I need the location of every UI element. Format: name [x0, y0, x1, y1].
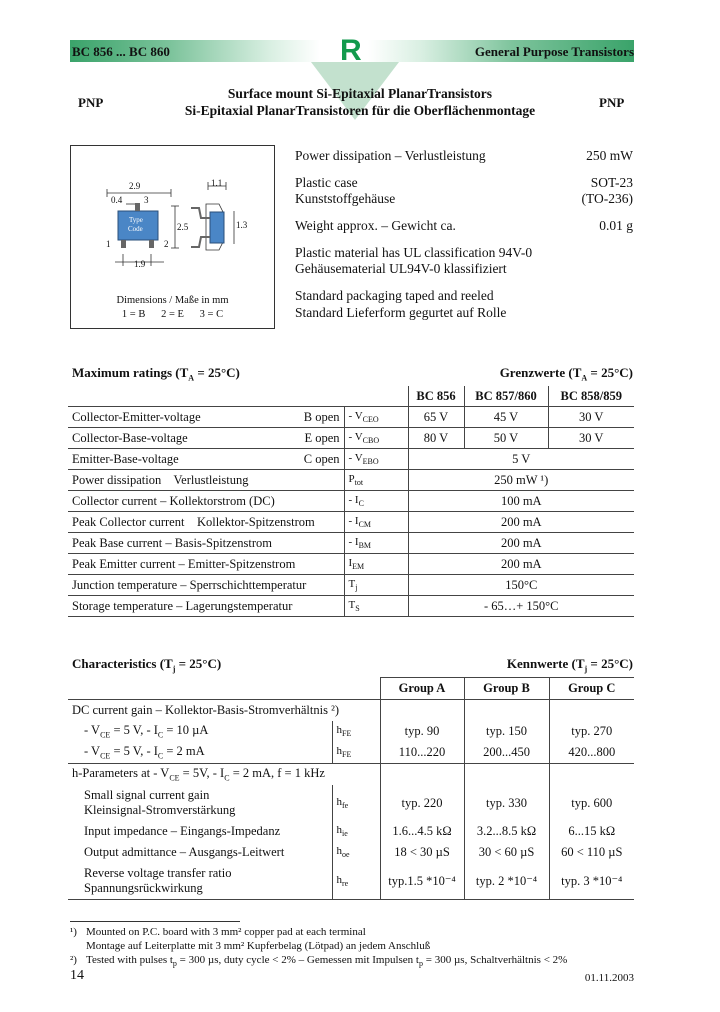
kennwerte-title: Kennwerte $(T_j = 25^\circ C)$ — [506, 656, 633, 674]
table-row: Collector-Base-voltage E open - $V_{CBO}$ 80 V 50 V 30 V — [68, 428, 634, 449]
spec-case-value2: (TO-236) — [581, 191, 633, 206]
spec-ul — [295, 245, 633, 261]
table-row: Small signal current gain Kleinsignal-Stromverstärkung $h_{fe}$ typ. 220 typ. 330 typ. 600 — [68, 785, 634, 821]
spec-ul-label-de: Gehäusematerial UL94V-0 klassifiziert — [295, 261, 507, 276]
table-row: Peak Collector current Kollektor-Spitzenstrom - $I_{CM}$ 200 mA — [68, 512, 634, 533]
footnote-separator — [70, 921, 240, 922]
package-drawing-box — [70, 145, 275, 329]
dim-1-1: 1.1 — [211, 178, 223, 188]
spec-ul-de — [295, 261, 633, 277]
table-row: Output admittance – Ausgangs-Leitwert $h_{oe}$ 18 < 30 µS 30 < 60 µS 60 < 110 µS — [68, 842, 634, 863]
col-group-c: Group C — [549, 678, 634, 700]
spec-case-label-de: Kunststoffgehäuse — [295, 191, 396, 206]
spec-power-label: Power dissipation – Verlustleistung — [295, 148, 486, 163]
spec-packaging — [295, 288, 633, 304]
dim-2-9: 2.9 — [129, 181, 141, 191]
table-row: Peak Emitter current – Emitter-Spitzenstrom $I_{EM}$ 200 mA — [68, 554, 634, 575]
max-ratings-title: Maximum ratings $(T_A = 25^\circ C)$ — [72, 365, 240, 383]
polarity-left: PNP — [78, 95, 104, 110]
max-ratings-header — [68, 386, 634, 407]
table-row: h-Parameters at - $V_{CE} = 5V$, - $I_C = 2$ mA, f = 1 kHz — [68, 764, 634, 786]
pin-1-label: 1 — [106, 239, 111, 249]
spec-case-value: SOT-23 — [590, 175, 633, 190]
dim-0-4: 0.4 — [111, 195, 123, 205]
part-range-title: BC 856 ... BC 860 — [72, 44, 170, 59]
spec-power-value: 250 mW — [586, 148, 633, 163]
col-group-a: Group A — [380, 678, 464, 700]
spec-packaging-label: Standard packaging taped and reeled — [295, 288, 494, 303]
page-number: 14 — [70, 968, 84, 983]
table-row: Collector-Emitter-voltage B open - $V_{CEO}$ 65 V 45 V 30 V — [68, 407, 634, 428]
col-bc857-860: BC 857/860 — [464, 386, 548, 407]
max-ratings-table — [68, 386, 634, 617]
subtitle-de: Si-Epitaxial PlanarTransistoren für die Oberflächenmontage — [184, 103, 536, 118]
grenzwerte-title: Grenzwerte $(T_A = 25^\circ C)$ — [499, 365, 633, 383]
table-row: Junction temperature – Sperrschichttemperatur $T_j$ 150°C — [68, 575, 634, 596]
spec-weight — [295, 218, 633, 234]
col-bc858-859: BC 858/859 — [548, 386, 634, 407]
table-row: Input impedance – Eingangs-Impedanz $h_{ie}$ 1.6...4.5 kΩ 3.2...8.5 kΩ 6...15 kΩ — [68, 821, 634, 842]
polarity-right: PNP — [599, 95, 625, 110]
table-row: Storage temperature – Lagerungstemperatur $T_S$ - 65…+ 150°C — [68, 596, 634, 617]
dim-2-5: 2.5 — [177, 222, 189, 232]
footnote-2-mark: ²) — [70, 954, 77, 966]
spec-case-label: Plastic case — [295, 175, 358, 190]
type-code-line2: Code — [128, 225, 143, 233]
spec-packaging-de — [295, 305, 633, 321]
brand-logo: R — [340, 34, 362, 67]
dim-1-9: 1.9 — [134, 259, 146, 269]
pinout-caption: 1 = B 2 = E 3 = C — [121, 309, 224, 320]
spec-ul-label: Plastic material has UL classification 94V-0 — [295, 245, 533, 260]
subtitle-en: Surface mount Si-Epitaxial PlanarTransistors — [227, 86, 493, 101]
category-title: General Purpose Transistors — [474, 44, 634, 59]
dim-1-3: 1.3 — [236, 220, 248, 230]
spec-weight-value: 0.01 g — [599, 218, 633, 233]
footnote-1-en: Mounted on P.C. board with 3 mm² copper pad at each terminal — [86, 926, 366, 938]
table-row: Reverse voltage transfer ratio Spannungsrückwirkung $h_{re}$ typ.1.5 *10⁻⁴ typ. 2 *10⁻⁴ typ. 3 *10⁻⁴ — [68, 863, 634, 900]
spec-power — [295, 148, 633, 164]
type-code-line1: Type — [129, 216, 143, 224]
footnote-1-de: Montage auf Leiterplatte mit 3 mm² Kupferbelag (Lötpad) an jedem Anschluß — [86, 940, 431, 952]
spec-case — [295, 175, 633, 191]
pin-3-label: 3 — [144, 195, 149, 205]
table-row: DC current gain – Kollektor-Basis-Stromverhältnis ²) — [68, 700, 634, 722]
table-row: - $V_{CE} = 5$ V, - $I_C = 2$ mA $h_{FE}$ 110...220 200...450 420...800 — [68, 742, 634, 764]
footer-date: 01.11.2003 — [584, 972, 634, 984]
table-row: Emitter-Base-voltage C open - $V_{EBO}$ 5 V — [68, 449, 634, 470]
col-group-b: Group B — [464, 678, 549, 700]
characteristics-header — [68, 678, 634, 700]
footnote-1-mark: ¹) — [70, 926, 77, 938]
dimensions-caption: Dimensions / Maße in mm — [116, 295, 229, 306]
footnote-2: Tested with pulses $t_p = 300$ µs, duty cycle < 2% – Gemessen mit Impulsen $t_p = 300$ µs, Schaltverhältnis < 2% — [86, 954, 568, 969]
spec-weight-label: Weight approx. – Gewicht ca. — [295, 218, 456, 233]
spec-case-de — [295, 191, 633, 207]
table-row: Power dissipation Verlustleistung $P_{tot}$ 250 mW ¹) — [68, 470, 634, 491]
col-bc856: BC 856 — [408, 386, 464, 407]
characteristics-title: Characteristics $(T_j = 25^\circ C)$ — [72, 656, 222, 674]
characteristics-table — [68, 677, 634, 900]
table-row: Peak Base current – Basis-Spitzenstrom - $I_{BM}$ 200 mA — [68, 533, 634, 554]
pin-2-label: 2 — [164, 239, 169, 249]
spec-packaging-label-de: Standard Lieferform gegurtet auf Rolle — [295, 305, 507, 320]
table-row: - $V_{CE} = 5$ V, - $I_C = 10$ µA $h_{FE}$ typ. 90 typ. 150 typ. 270 — [68, 721, 634, 742]
table-row: Collector current – Kollektorstrom (DC) - $I_C$ 100 mA — [68, 491, 634, 512]
